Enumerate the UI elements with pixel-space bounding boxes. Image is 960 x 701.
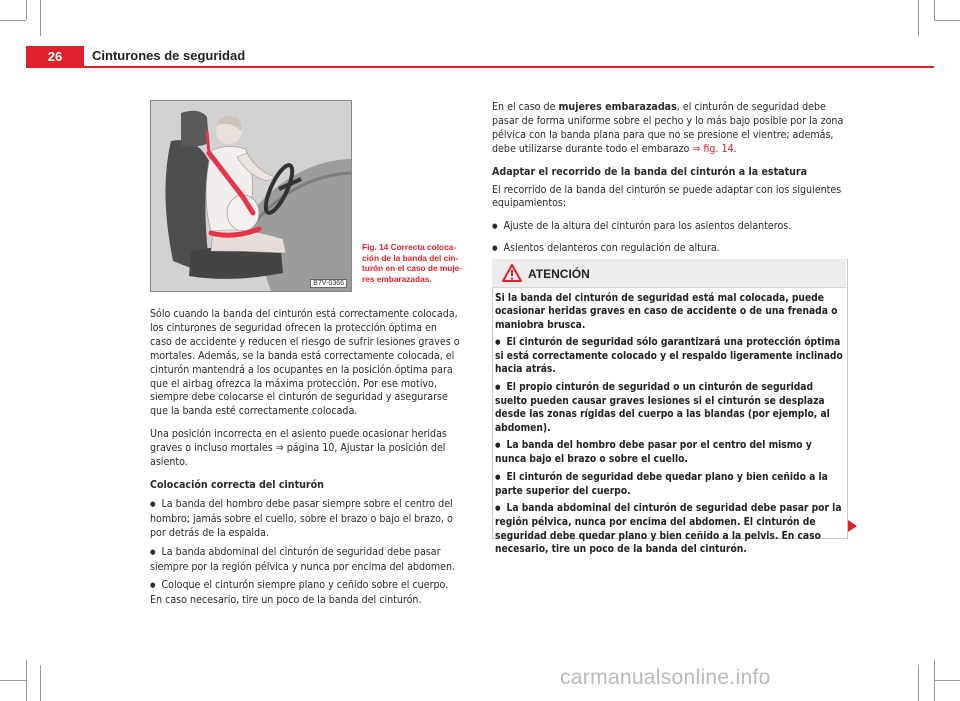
figure-code: B7V-0366 <box>310 279 347 288</box>
section-heading: Colocación correcta del cinturón <box>150 478 324 491</box>
watermark: carmanualsonline.info <box>560 666 771 689</box>
pregnancy-paragraph: En el caso de mujeres embarazadas, el cinturón de seguridad debe pasar de forma uniforme sobre el pecho y lo más bajo posible por la zona pélvica con la banda plana para que no se presione el vientre; además, debe utilizarse durante todo el embarazo ⇒ fig. 14. <box>492 101 844 155</box>
right-column <box>492 101 846 266</box>
warning-intro: Si la banda del cinturón de seguridad está mal colocada, puede ocasionar heridas graves en caso de accidente o de una frenada o maniobra brusca. <box>495 293 838 331</box>
list-item: ● Coloque el cinturón siempre plano y ceñido sobre el cuerpo. En caso necesario, tire un poco de la banda del cinturón. <box>150 579 460 608</box>
page-title: Cinturones de seguridad <box>92 48 246 63</box>
continue-arrow-icon <box>848 520 857 532</box>
emphasis: mujeres embarazadas <box>558 101 677 113</box>
warning-body <box>495 292 843 560</box>
page-number: 26 <box>47 49 63 64</box>
warning-title: ATENCIÓN <box>528 267 590 281</box>
list-item: ● Ajuste de la altura del cinturón para los asientos delanteros. <box>492 220 846 235</box>
cross-reference-paragraph: Una posición incorrecta en el asiento puede ocasionar heridas graves o incluso mortales ⇒ página 10, Ajustar la posición del asiento. <box>150 428 447 469</box>
crop-mark <box>40 665 41 701</box>
crop-mark <box>40 0 41 36</box>
body-paragraph: El recorrido de la banda del cinturón se puede adaptar con los siguientes equipamientos: <box>492 183 842 210</box>
warning-item: ● La banda abdominal del cinturón de seguridad debe pasar por la región pélvica, nunca por encima del abdomen. El cinturón de seguridad debe quedar plano y bien ceñido a la pelvis. En caso necesario, tire un poco de la banda del cinturón. <box>495 502 843 556</box>
crop-mark <box>934 20 960 21</box>
seatbelt-illustration <box>151 101 351 291</box>
crop-mark <box>0 680 26 681</box>
figure-link[interactable]: ⇒ fig. 14 <box>692 142 734 155</box>
figure-pregnant-seatbelt <box>150 100 352 292</box>
warning-item: ● El cinturón de seguridad debe quedar plano y bien ceñido a la parte superior del cuerpo. <box>495 471 843 499</box>
crop-mark <box>918 665 919 701</box>
left-column <box>150 308 460 617</box>
crop-mark <box>26 0 27 20</box>
crop-mark <box>934 0 935 20</box>
warning-item: ● La banda del hombro debe pasar por el centro del mismo y nunca bajo el brazo o sobre el cuello. <box>495 439 843 467</box>
header-rule <box>84 66 934 68</box>
figure-caption: Fig. 14 Correcta colocación de la banda del cinturón en el caso de mujeres embarazadas. <box>362 242 463 284</box>
warning-triangle-icon <box>502 264 522 282</box>
list-item: ● La banda del hombro debe pasar siempre sobre el centro del hombro; jamás sobre el cuello, sobre el brazo o bajo el brazo, o por detrás de la espalda. <box>150 498 460 541</box>
list-item: ● La banda abdominal del cinturón de seguridad debe pasar siempre por la región pélvica y nunca por encima del abdomen. <box>150 546 460 575</box>
crop-mark <box>918 0 919 36</box>
body-paragraph: Sólo cuando la banda del cinturón está correctamente colocada, los cinturones de seguridad ofrecen la protección óptima en caso de accidente y reducen el riesgo de sufrir lesiones graves o mortales. Además, se la banda está correctamente colocada, el cinturón mantendrá a los ocupantes en la posición óptima para que el airbag ofrezca la máxima protección. Por ese motivo, siempre debe colocarse el cinturón de seguridad y asegurarse que la banda esté correctamente colocada. <box>150 308 460 418</box>
warning-item: ● El cinturón de seguridad sólo garantizará una protección óptima si está correctamente colocado y el respaldo ligeramente inclinado hacia atrás. <box>495 336 843 377</box>
crop-mark <box>0 20 26 21</box>
section-heading: Adaptar el recorrido de la banda del cinturón a la estatura <box>492 165 808 178</box>
crop-mark <box>934 660 935 701</box>
crop-mark <box>934 680 960 681</box>
crop-mark <box>26 660 27 701</box>
list-item: ● Asientos delanteros con regulación de altura. <box>492 242 846 257</box>
warning-item: ● El propio cinturón de seguridad o un cinturón de seguridad suelto pueden causar graves lesiones si el cinturón se desplaza desde las zonas rígidas del cuerpo a las blandas (por ejemplo, al abdomen). <box>495 381 843 435</box>
